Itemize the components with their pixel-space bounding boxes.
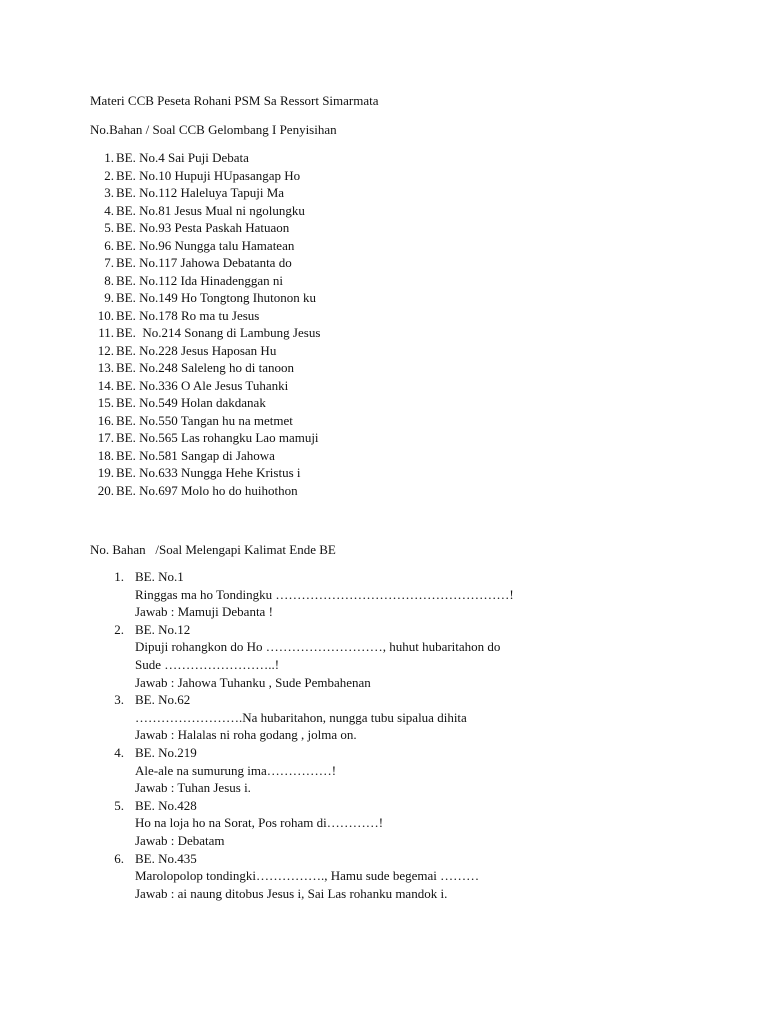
list-item-text: BE. No.112 Ida Hinadenggan ni [116, 272, 284, 288]
question-answer: Jawab : Tuhan Jesus i. [135, 780, 251, 796]
question-number: 2. [114, 621, 124, 637]
list-item-text: BE. No.112 Haleluya Tapuji Ma [116, 185, 285, 200]
list-item-number: 11. [98, 325, 114, 340]
question-number: 5. [114, 797, 124, 813]
list-item-text: BE. No.549 Holan dakdanak [116, 395, 266, 410]
question-answer: Jawab : Halalas ni roha godang , jolma on. [135, 727, 357, 743]
list-item-number: 1. [104, 150, 114, 165]
question-text: …………………….Na hubaritahon, nungga tubu sipalua dihita [135, 709, 467, 725]
list-item-text: BE. No.550 Tangan hu na metmet [116, 412, 293, 428]
list-item-text: BE. No.4 Sai Puji Debata [116, 150, 249, 165]
question-number: 6. [114, 850, 124, 866]
list-item-number: 15. [97, 395, 114, 410]
question-text: Sude ……………………..! [135, 657, 280, 672]
list-item-text: BE. No.697 Molo ho do huihothon [116, 482, 298, 498]
list-item-number: 8. [104, 272, 114, 288]
list-item-text: BE. No.214 Sonang di Lambung Jesus [116, 325, 321, 340]
question-reference: BE. No.1 [135, 569, 184, 584]
list-item-number: 14. [97, 377, 114, 393]
list-item-number: 18. [97, 447, 114, 463]
list-item-number: 5. [104, 220, 114, 235]
list-item-number: 20. [97, 482, 114, 498]
list-item-text: BE. No.633 Nungga Hehe Kristus i [116, 465, 301, 480]
question-reference: BE. No.435 [135, 850, 197, 866]
list-item-text: BE. No.96 Nungga talu Hamatean [116, 237, 295, 253]
question-reference: BE. No.428 [135, 797, 197, 813]
list-item-number: 10. [97, 307, 114, 323]
question-reference: BE. No.12 [135, 621, 191, 637]
list-item-number: 3. [104, 185, 114, 200]
question-text: Ringgas ma ho Tondingku ………………………………………………! [135, 586, 514, 602]
list-item-number: 4. [104, 202, 114, 218]
question-answer: Jawab : ai naung ditobus Jesus i, Sai Las rohanku mandok i. [135, 885, 448, 901]
list-item-number: 16. [97, 412, 114, 428]
list-item-text: BE. No.565 Las rohangku Lao mamuji [116, 430, 319, 445]
list-item-text: BE. No.228 Jesus Haposan Hu [116, 342, 277, 358]
list-item-number: 12. [97, 342, 114, 358]
list-item-text: BE. No.336 O Ale Jesus Tuhanki [116, 377, 289, 393]
question-reference: BE. No.62 [135, 692, 191, 708]
question-answer: Jawab : Debatam [135, 833, 225, 848]
list-item-text: BE. No.10 Hupuji HUpasangap Ho [116, 167, 301, 183]
list-item-text: BE. No.248 Saleleng ho di tanoon [116, 360, 295, 375]
list-item-text: BE. No.149 Ho Tongtong Ihutonon ku [116, 290, 316, 305]
list-item-text: BE. No.117 Jahowa Debatanta do [116, 255, 292, 270]
list-item-number: 19. [97, 465, 114, 480]
list-item-number: 9. [104, 290, 114, 305]
list-item-text: BE. No.93 Pesta Paskah Hatuaon [116, 220, 290, 235]
section1-heading: No.Bahan / Soal CCB Gelombang I Penyisihan [90, 122, 337, 137]
question-text: Ale-ale na sumurung ima……………! [135, 762, 337, 778]
question-answer: Jawab : Jahowa Tuhanku , Sude Pembahenan [135, 674, 371, 690]
question-text: Ho na loja ho na Sorat, Pos roham di…………! [135, 815, 384, 831]
question-text: Marolopolop tondingki……………., Hamu sude begemai ……… [135, 868, 480, 884]
list-item-text: BE. No.178 Ro ma tu Jesus [116, 307, 260, 323]
list-item-text: BE. No.81 Jesus Mual ni ngolungku [116, 202, 305, 218]
question-number: 3. [114, 692, 124, 708]
section2-heading: No. Bahan /Soal Melengapi Kalimat Ende BE [90, 542, 336, 557]
list-item-text: BE. No.581 Sangap di Jahowa [116, 447, 275, 463]
question-number: 4. [114, 745, 124, 760]
list-item-number: 6. [104, 237, 114, 253]
list-item-number: 7. [104, 255, 114, 270]
question-answer: Jawab : Mamuji Debanta ! [135, 604, 273, 620]
question-reference: BE. No.219 [135, 745, 197, 760]
document-title: Materi CCB Peseta Rohani PSM Sa Ressort Simarmata [90, 93, 379, 108]
list-item-number: 17. [97, 430, 114, 445]
list-item-number: 2. [104, 167, 114, 183]
question-number: 1. [114, 569, 124, 584]
list-item-number: 13. [97, 360, 114, 375]
question-text: Dipuji rohangkon do Ho ………………………, huhut hubaritahon do [135, 639, 501, 655]
